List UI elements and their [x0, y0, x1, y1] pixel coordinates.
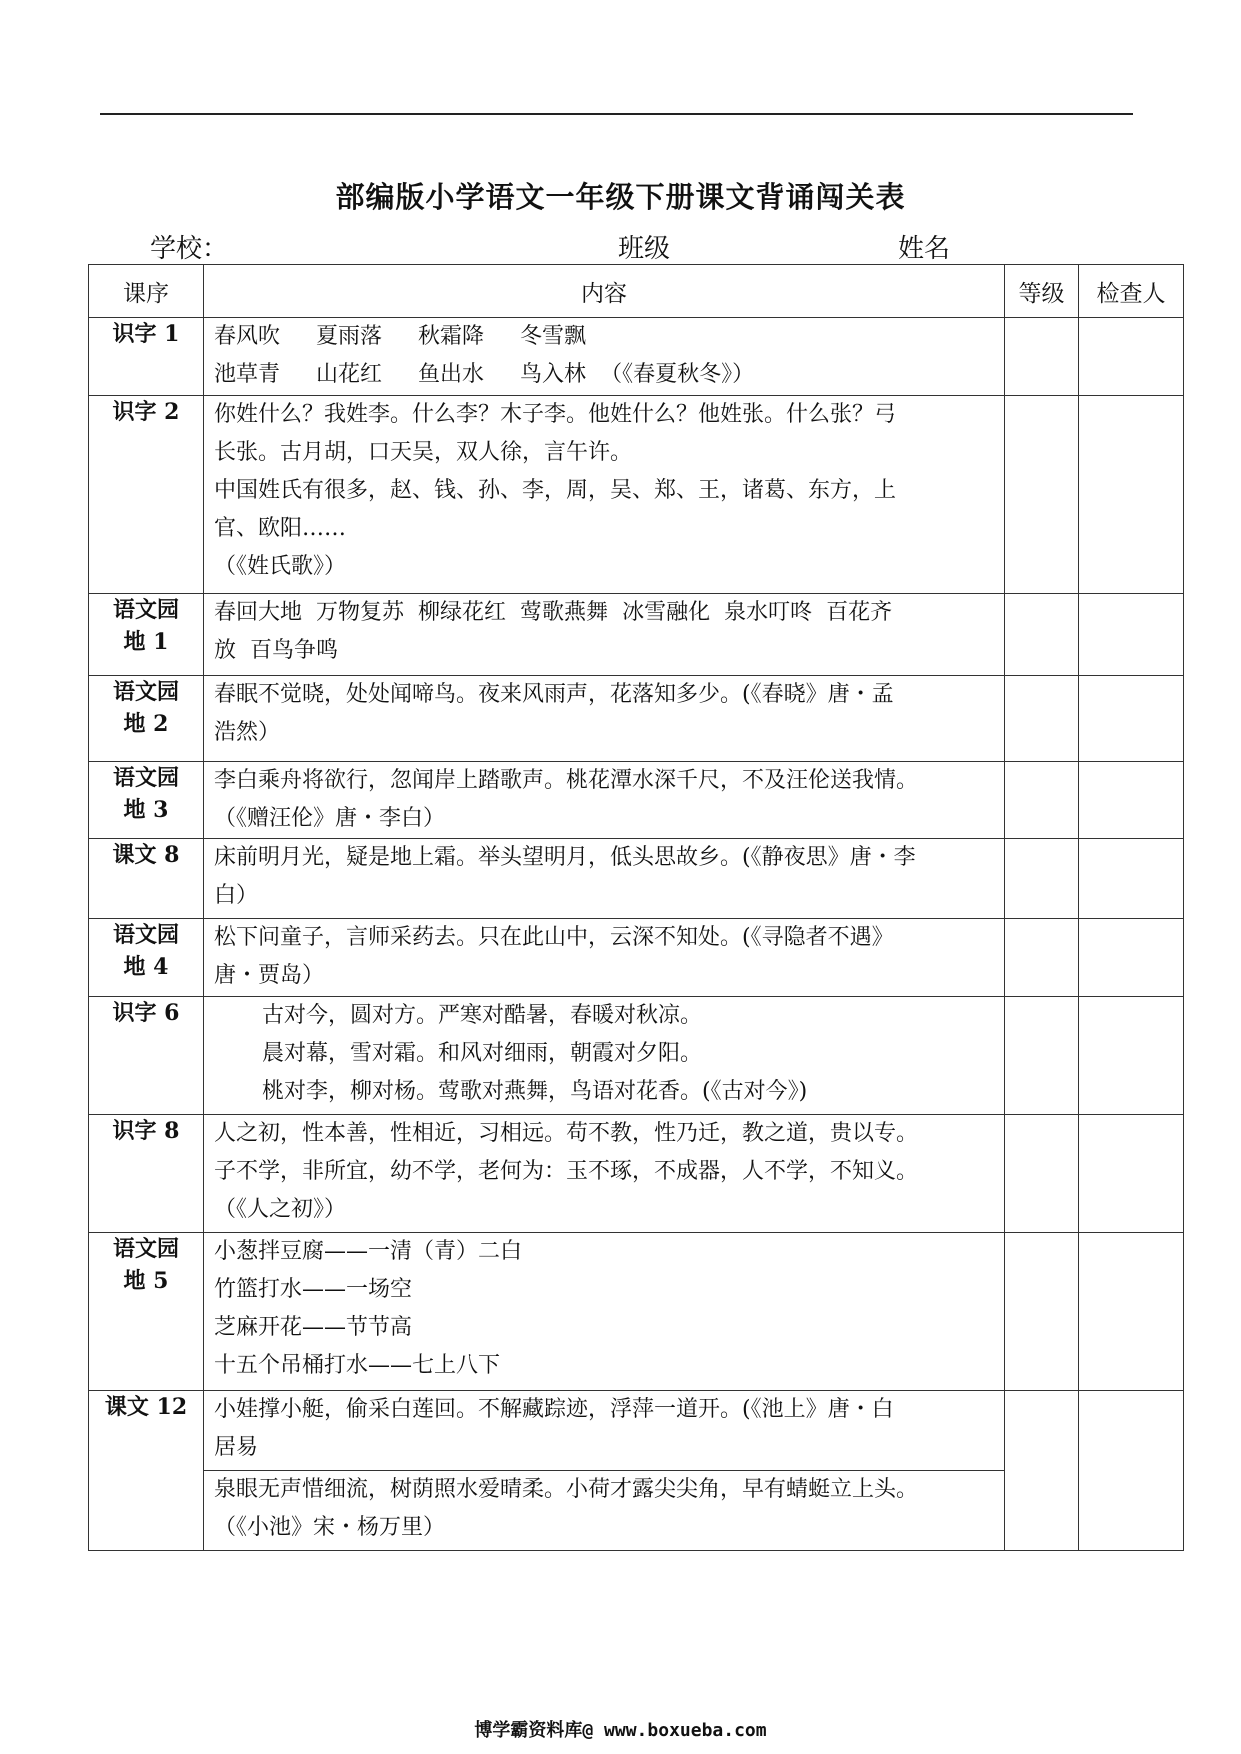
checker-cell[interactable] — [1079, 594, 1184, 676]
lesson-cell: 语文园 地 4 — [89, 919, 204, 997]
content-cell — [204, 1115, 1005, 1233]
lesson-cell: 语文园 地 3 — [89, 762, 204, 839]
lesson-cell: 课文 8 — [89, 839, 204, 919]
table-row — [89, 594, 1184, 676]
grade-cell[interactable] — [1005, 318, 1079, 396]
checker-cell[interactable] — [1079, 676, 1184, 762]
name-label: 姓名 — [898, 234, 951, 264]
grade-cell[interactable] — [1005, 1115, 1079, 1233]
checker-cell[interactable] — [1079, 997, 1184, 1115]
table-row — [89, 1233, 1184, 1391]
table-header-row — [89, 265, 1184, 318]
lesson-cell: 识字 2 — [89, 396, 204, 594]
content-line: （《小池》宋・杨万里） — [214, 1515, 446, 1540]
lesson-cell: 识字 8 — [89, 1115, 204, 1233]
class-field[interactable] — [618, 228, 840, 265]
page-title: 部编版小学语文一年级下册课文背诵闯关表 — [335, 180, 906, 214]
header-fields — [0, 228, 1241, 268]
school-blank-line[interactable] — [258, 236, 528, 265]
content-line: 小葱拌豆腐——一清（青）二白 — [214, 1239, 523, 1264]
content-line: 唐・贾岛） — [214, 963, 325, 988]
content-cell — [204, 1471, 1005, 1551]
grade-cell[interactable] — [1005, 839, 1079, 919]
content-line: 李白乘舟将欲行，忽闻岸上踏歌声。桃花潭水深千尺，不及汪伦送我情。 — [214, 768, 919, 793]
content-cell — [204, 839, 1005, 919]
table-row — [89, 762, 1184, 839]
content-line: 桃对李，柳对杨。莺歌对燕舞，鸟语对花香。(《古对今》) — [262, 1079, 808, 1104]
content-line: 子不学，非所宜，幼不学，老何为：玉不琢，不成器，人不学，不知义。 — [214, 1159, 919, 1184]
table-row — [89, 318, 1184, 396]
table-row — [89, 919, 1184, 997]
content-cell — [204, 318, 1005, 396]
checker-cell[interactable] — [1079, 1115, 1184, 1233]
lesson-cell: 识字 6 — [89, 997, 204, 1115]
content-line: 泉眼无声惜细流，树荫照水爱晴柔。小荷才露尖尖角，早有蜻蜓立上头。 — [214, 1477, 919, 1502]
class-blank-line[interactable] — [670, 236, 840, 265]
content-line: 古对今，圆对方。严寒对酷暑，春暖对秋凉。 — [262, 1003, 703, 1028]
table-row — [89, 396, 1184, 594]
recitation-table — [88, 264, 1184, 1551]
header-content: 内容 — [204, 265, 1005, 318]
lesson-cell: 语文园 地 2 — [89, 676, 204, 762]
content-line: 人之初，性本善，性相近，习相远。苟不教，性乃迁，教之道，贵以专。 — [214, 1121, 919, 1146]
content-line: 浩然） — [214, 720, 281, 745]
content-cell — [204, 762, 1005, 839]
content-line: 竹篮打水——一场空 — [214, 1277, 413, 1302]
content-cell — [204, 919, 1005, 997]
content-cell — [204, 396, 1005, 594]
content-line: 你姓什么？我姓李。什么李？木子李。他姓什么？他姓张。什么张？弓 — [214, 402, 897, 427]
lesson-cell: 语文园 地 5 — [89, 1233, 204, 1391]
school-field[interactable] — [150, 228, 528, 265]
table-row — [89, 839, 1184, 919]
checker-cell[interactable] — [1079, 1391, 1184, 1551]
content-line: 小娃撑小艇，偷采白莲回。不解藏踪迹，浮萍一道开。(《池上》唐・白 — [214, 1397, 894, 1422]
content-line: 晨对幕，雪对霜。和风对细雨，朝霞对夕阳。 — [262, 1041, 703, 1066]
grade-cell[interactable] — [1005, 396, 1079, 594]
lesson-cell: 识字 1 — [89, 318, 204, 396]
school-label: 学校： — [150, 234, 229, 264]
content-cell — [204, 594, 1005, 676]
table-row — [89, 1391, 1184, 1471]
grade-cell[interactable] — [1005, 594, 1079, 676]
class-label: 班级 — [618, 234, 671, 264]
header-checker: 检查人 — [1079, 265, 1184, 318]
content-line: 居易 — [214, 1435, 259, 1460]
grade-cell[interactable] — [1005, 997, 1079, 1115]
content-cell — [204, 676, 1005, 762]
content-line: 松下问童子，言师采药去。只在此山中，云深不知处。(《寻隐者不遇》 — [214, 925, 894, 950]
checker-cell[interactable] — [1079, 839, 1184, 919]
checker-cell[interactable] — [1079, 919, 1184, 997]
content-line: 芝麻开花——节节高 — [214, 1315, 413, 1340]
checker-cell[interactable] — [1079, 1233, 1184, 1391]
content-line: 床前明月光，疑是地上霜。举头望明月，低头思故乡。(《静夜思》唐・李 — [214, 845, 916, 870]
lesson-cell: 语文园 地 1 — [89, 594, 204, 676]
content-cell — [204, 997, 1005, 1115]
content-line: 放 百鸟争鸣 — [214, 638, 339, 663]
name-blank-line[interactable] — [950, 236, 1120, 265]
content-line: 白） — [214, 883, 259, 908]
header-lesson: 课序 — [89, 265, 204, 318]
lesson-cell: 课文 12 — [89, 1391, 204, 1551]
content-line: （《人之初》） — [214, 1197, 347, 1222]
name-field[interactable] — [898, 228, 1120, 265]
content-line: 春眠不觉晓，处处闻啼鸟。夜来风雨声，花落知多少。(《春晓》唐・孟 — [214, 682, 894, 707]
checker-cell[interactable] — [1079, 318, 1184, 396]
content-line: 十五个吊桶打水——七上八下 — [214, 1353, 501, 1378]
grade-cell[interactable] — [1005, 1233, 1079, 1391]
content-cell — [204, 1391, 1005, 1471]
content-cell — [204, 1233, 1005, 1391]
table-row — [89, 997, 1184, 1115]
header-grade: 等级 — [1005, 265, 1079, 318]
checker-cell[interactable] — [1079, 762, 1184, 839]
content-line: 春回大地 万物复苏 柳绿花红 莺歌燕舞 冰雪融化 泉水叮咚 百花齐 — [214, 600, 893, 625]
grade-cell[interactable] — [1005, 762, 1079, 839]
content-line: 长张。古月胡，口天吴，双人徐，言午许。 — [214, 440, 633, 465]
footer-watermark: 博学霸资料库@ www.boxueba.com — [474, 1720, 767, 1741]
grade-cell[interactable] — [1005, 676, 1079, 762]
grade-cell[interactable] — [1005, 919, 1079, 997]
content-line: 中国姓氏有很多，赵、钱、孙、李，周，吴、郑、王，诸葛、东方，上 — [214, 478, 897, 503]
content-line: 官、欧阳…… — [214, 516, 347, 541]
table-row — [89, 676, 1184, 762]
content-line: 春风吹 夏雨落 秋霜降 冬雪飘 — [214, 324, 587, 349]
content-line: 池草青 山花红 鱼出水 鸟入林 （《春夏秋冬》） — [214, 362, 755, 387]
content-line: （《姓氏歌》） — [214, 554, 347, 579]
table-row — [89, 1115, 1184, 1233]
top-rule — [100, 113, 1133, 115]
content-line: （《赠汪伦》唐・李白） — [214, 806, 446, 831]
checker-cell[interactable] — [1079, 396, 1184, 594]
grade-cell[interactable] — [1005, 1391, 1079, 1551]
